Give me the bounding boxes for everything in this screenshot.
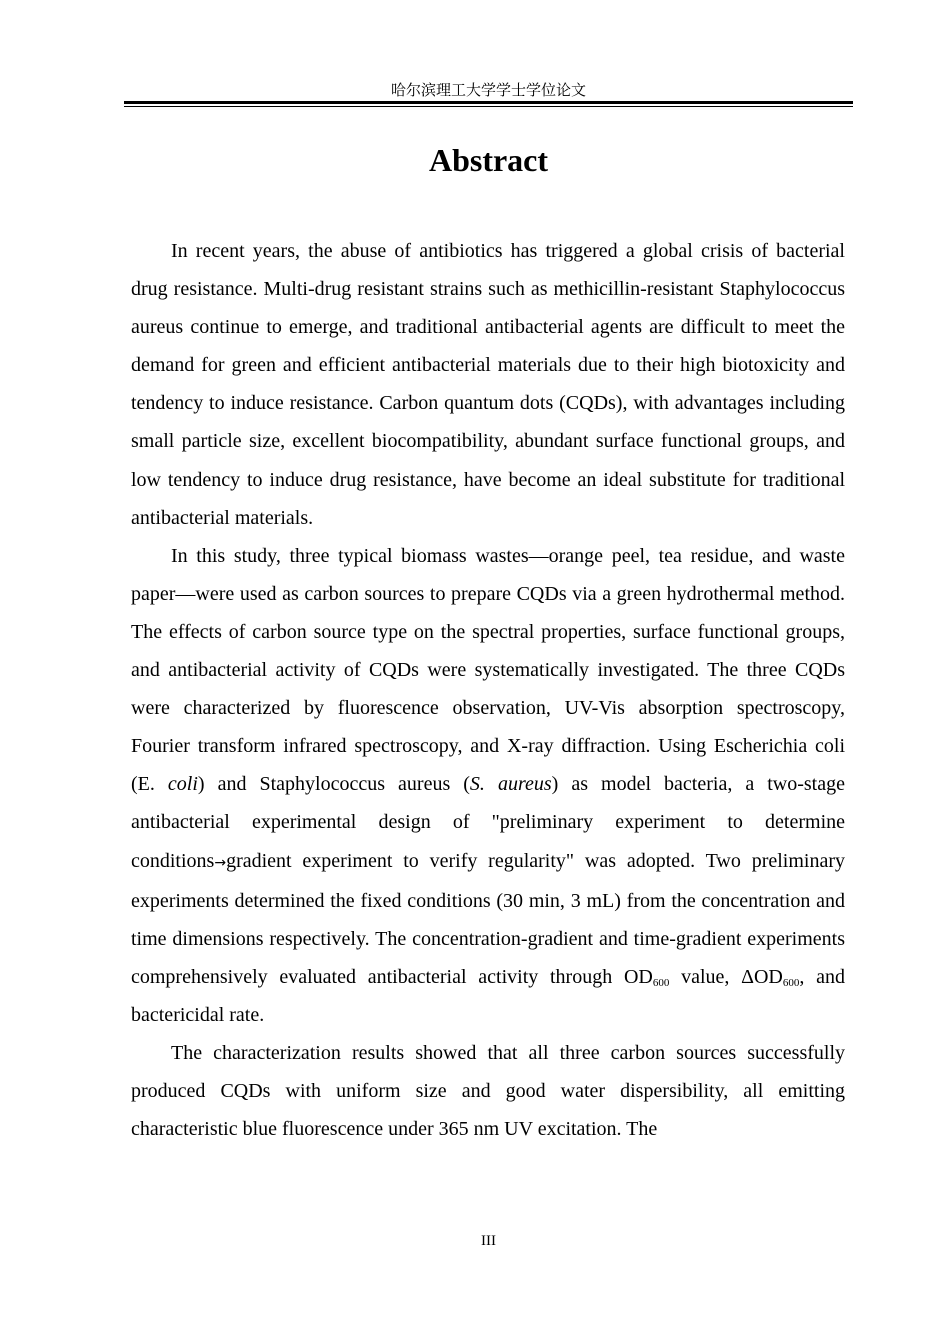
paragraph-2 [131, 537, 845, 1034]
paragraph-2-text-4: gradient experiment to verify regularity" was adopted. Two preliminary experiments determined the fixed conditions (30 min, 3 mL) from the concentration and time dimensions respectively. The concentration-gradient and time-gradient experiments comprehensively evaluated antibacterial activity through OD [131, 849, 845, 988]
arrow-glyph: → [214, 854, 227, 871]
subscript-600-b: 600 [782, 976, 800, 989]
paragraph-3: The characterization results showed that all three carbon sources successfully produced CQDs with uniform size and good water dispersibility, all emitting characteristic blue fluorescence under 365 nm UV excitation. The [131, 1041, 845, 1141]
italic-coli: coli [167, 773, 198, 796]
paragraph-2-text-2: ) and Staphylococcus aureus ( [197, 773, 470, 796]
paragraph-1: In recent years, the abuse of antibiotics has triggered a global crisis of bacterial drug resistance. Multi-drug resistant strains such as methicillin-resistant Staphylococcus aureus continue to emerge, and traditional antibacterial agents are difficult to meet the demand for green and efficient antibacterial materials due to their high biotoxicity and tendency to induce resistance. Carbon quantum dots (CQDs), with advantages including small particle size, excellent biocompatibility, abundant surface functional groups, and low tendency to induce drug resistance, have become an ideal substitute for traditional antibacterial materials. [131, 240, 845, 529]
paragraph-2-text-1: In this study, three typical biomass wastes—orange peel, tea residue, and waste paper—were used as carbon sources to prepare CQDs via a green hydrothermal method. The effects of carbon source type on the spectral properties, surface functional groups, and antibacterial activity of CQDs were systematically investigated. The three CQDs were characterized by fluorescence observation, UV-Vis absorption spectroscopy, Fourier transform infrared spectroscopy, and X-ray diffraction. Using Escherichia coli (E. [131, 544, 845, 796]
paragraph-2-text-5: value, ΔOD [669, 965, 783, 988]
section-title: Abstract [428, 142, 549, 178]
paragraph-2-text-6: , and bactericidal rate. [131, 965, 845, 1026]
italic-s-aureus: S. aureus [469, 773, 552, 796]
running-header: 哈尔滨理工大学学士学位论文 [390, 81, 586, 99]
header-rule-thick [124, 101, 853, 104]
abstract-body [131, 232, 845, 1148]
paragraph-2-text-3: ) as model bacteria, a two-stage antibacterial experimental design of "preliminary experiment to determine conditions [131, 773, 845, 872]
page-number: III [481, 1233, 496, 1249]
header-rule-thin [124, 106, 853, 107]
subscript-600-a: 600 [652, 976, 670, 989]
